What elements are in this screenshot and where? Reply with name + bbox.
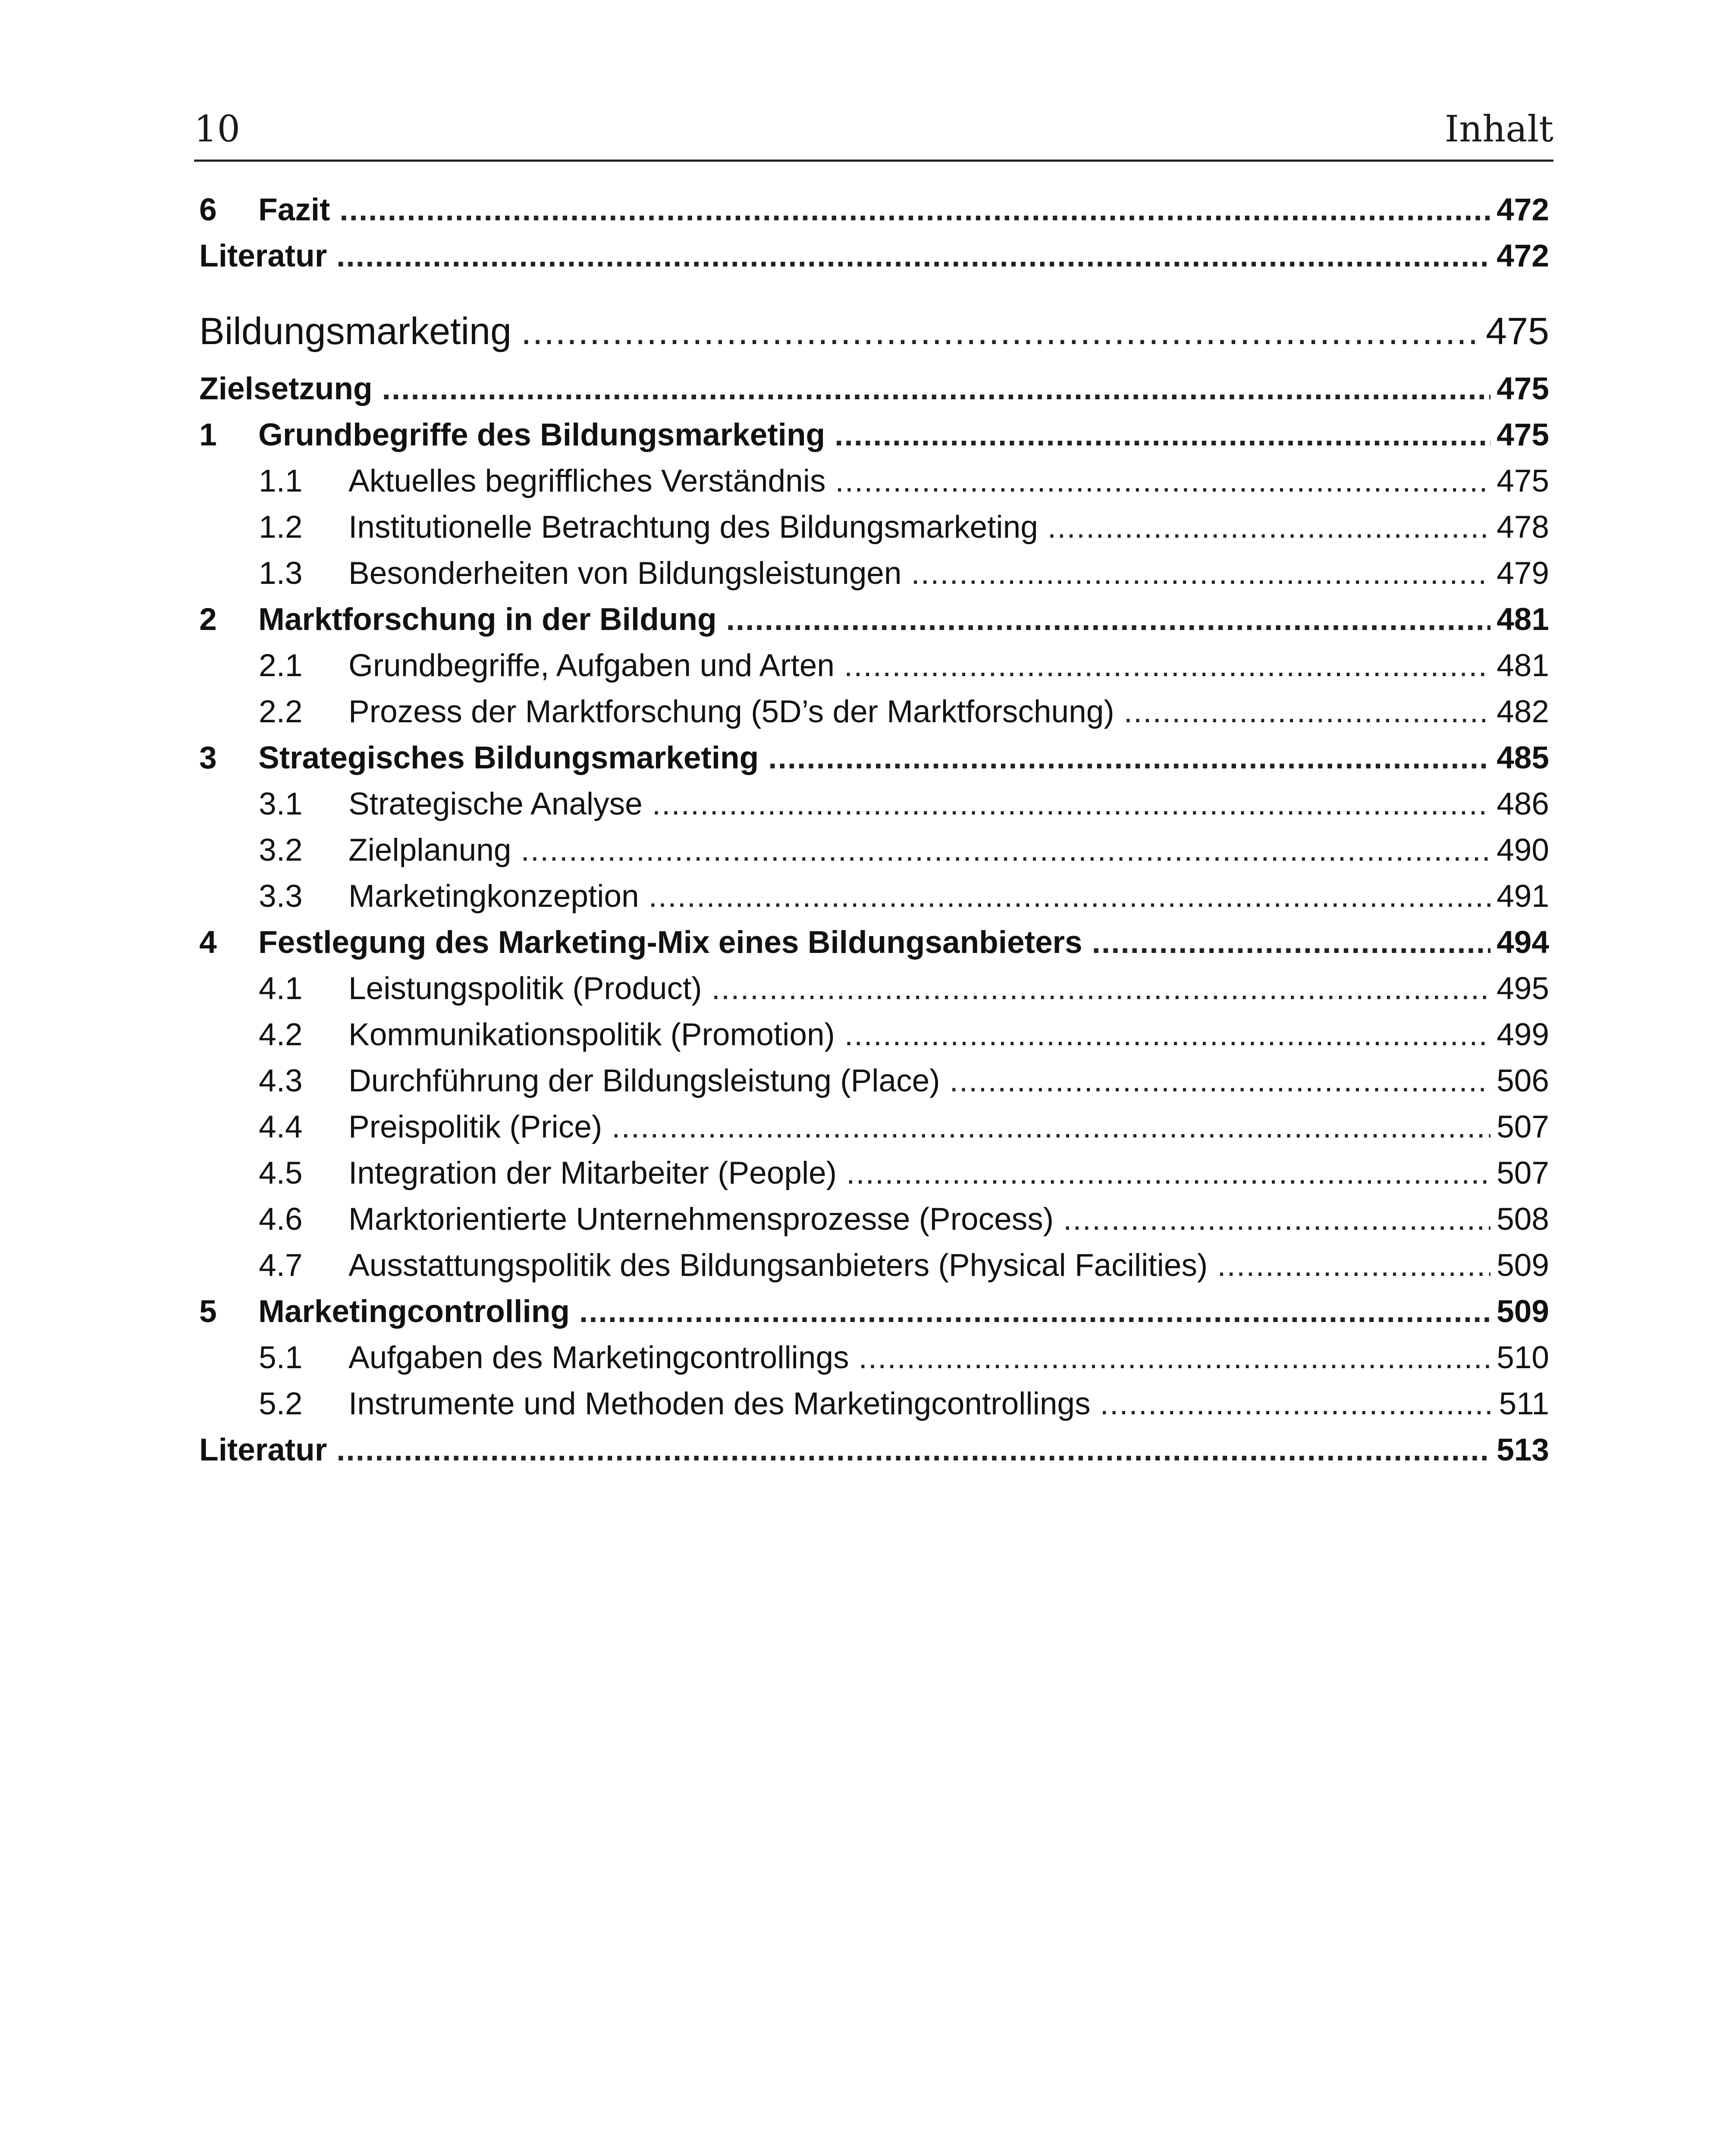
toc-entry-number: 5 — [199, 1294, 217, 1329]
running-section-title: Inhalt — [1444, 108, 1553, 150]
toc-entry-title: Integration der Mitarbeiter (People) — [348, 1156, 837, 1191]
toc-chapter-entry[interactable] — [199, 740, 1549, 786]
toc-entry-page: 509 — [1497, 1294, 1549, 1329]
toc-entry-title: Marketingkonzeption — [348, 879, 639, 914]
toc-entry-title: Grundbegriffe des Bildungsmarketing — [258, 417, 825, 452]
toc-entry-number: 1.1 — [259, 464, 303, 498]
toc-entry-title: Prozess der Marktforschung (5D’s der Marktforschung) — [348, 694, 1114, 729]
dot-leader — [1217, 1247, 1490, 1283]
toc-entry[interactable] — [199, 238, 1549, 284]
dot-leader — [911, 555, 1491, 591]
page-number: 10 — [194, 108, 240, 150]
toc-entry-page: 481 — [1497, 648, 1549, 683]
toc-entry-page: 513 — [1497, 1432, 1549, 1467]
toc-entry-number: 5.1 — [259, 1340, 303, 1375]
toc-entry-title: Marketingcontrolling — [258, 1294, 570, 1329]
toc-entry-page: 506 — [1497, 1063, 1549, 1098]
toc-entry-page: 475 — [1497, 464, 1549, 498]
toc-section-entry[interactable] — [199, 1155, 1549, 1201]
toc-entry-title: Marktforschung in der Bildung — [258, 602, 717, 637]
toc-entry-page: 509 — [1497, 1248, 1549, 1283]
toc-entry-page: 499 — [1497, 1017, 1549, 1052]
toc-entry-number: 1.2 — [259, 510, 303, 545]
dot-leader — [950, 1063, 1491, 1099]
toc-section-entry[interactable] — [199, 786, 1549, 832]
toc-chapter-entry[interactable] — [199, 192, 1549, 238]
toc-entry-title: Bildungsmarketing — [199, 310, 511, 352]
dot-leader — [712, 971, 1491, 1006]
toc-entry-page: 491 — [1497, 879, 1549, 914]
dot-leader — [1063, 1201, 1490, 1237]
dot-leader — [579, 1294, 1490, 1329]
toc-entry-number: 4.7 — [259, 1248, 303, 1283]
toc-section-entry[interactable] — [199, 1386, 1549, 1432]
dot-leader — [336, 238, 1490, 274]
toc-entry-number: 3 — [199, 740, 217, 775]
toc-entry-title: Strategische Analyse — [348, 787, 643, 821]
toc-entry-number: 6 — [199, 192, 217, 227]
toc-entry-page: 478 — [1497, 510, 1549, 545]
toc-entry-title: Institutionelle Betrachtung des Bildungsmarketing — [348, 510, 1038, 545]
toc-entry-page: 482 — [1497, 694, 1549, 729]
toc-entry-page: 494 — [1497, 925, 1549, 960]
toc-entry-title: Festlegung des Marketing-Mix eines Bildungsanbieters — [258, 925, 1082, 960]
toc-entry-title: Instrumente und Methoden des Marketingcontrollings — [348, 1386, 1091, 1421]
toc-section-entry[interactable] — [199, 1017, 1549, 1063]
toc-entry-page: 508 — [1497, 1202, 1549, 1237]
toc-entry-page: 475 — [1486, 310, 1549, 352]
toc-entry-page: 490 — [1497, 833, 1549, 868]
toc-entry-page: 507 — [1497, 1109, 1549, 1144]
toc-section-entry[interactable] — [199, 1247, 1549, 1294]
toc-entry-number: 5.2 — [259, 1386, 303, 1421]
toc-entry-page: 472 — [1497, 238, 1549, 273]
toc-entry-number: 4.4 — [259, 1109, 303, 1144]
dot-leader — [1092, 924, 1491, 960]
toc-entry-page: 485 — [1497, 740, 1549, 775]
toc-section-entry[interactable] — [199, 509, 1549, 555]
toc-entry-page: 479 — [1497, 556, 1549, 591]
dot-leader — [521, 832, 1490, 868]
toc-entry[interactable] — [199, 371, 1549, 417]
dot-leader — [835, 463, 1490, 499]
dot-leader — [846, 1155, 1490, 1191]
dot-leader — [859, 1340, 1491, 1376]
toc-entry-title: Leistungspolitik (Product) — [348, 971, 702, 1006]
toc-entry-number: 1.3 — [259, 556, 303, 591]
dot-leader — [339, 192, 1490, 228]
toc-entry-title: Aufgaben des Marketingcontrollings — [348, 1340, 849, 1375]
toc-entry-number: 3.1 — [259, 787, 303, 821]
dot-leader — [726, 602, 1491, 637]
toc-entry-title: Durchführung der Bildungsleistung (Place) — [348, 1063, 940, 1098]
toc-part-entry[interactable] — [199, 309, 1549, 367]
dot-leader — [835, 417, 1490, 453]
toc-entry-number: 4.5 — [259, 1156, 303, 1191]
toc-section-entry[interactable] — [199, 694, 1549, 740]
toc-chapter-entry[interactable] — [199, 602, 1549, 648]
header-rule — [194, 160, 1553, 162]
toc-entry-number: 4.6 — [259, 1202, 303, 1237]
toc-section-entry[interactable] — [199, 878, 1549, 924]
toc-section-entry[interactable] — [199, 971, 1549, 1017]
toc-entry-number: 4.3 — [259, 1063, 303, 1098]
toc-entry-number: 3.2 — [259, 833, 303, 868]
toc-entry-page: 507 — [1497, 1156, 1549, 1191]
toc-entry-title: Literatur — [199, 238, 327, 273]
toc-chapter-entry[interactable] — [199, 924, 1549, 971]
toc-chapter-entry[interactable] — [199, 417, 1549, 463]
toc-entry-title: Fazit — [258, 192, 330, 227]
dot-leader — [649, 878, 1491, 914]
dot-leader — [521, 309, 1480, 353]
toc-section-entry[interactable] — [199, 463, 1549, 509]
toc-section-entry[interactable] — [199, 1063, 1549, 1109]
toc-entry-title: Kommunikationspolitik (Promotion) — [348, 1017, 835, 1052]
toc-section-entry[interactable] — [199, 1340, 1549, 1386]
table-of-contents — [199, 192, 1549, 1478]
dot-leader — [336, 1432, 1490, 1468]
toc-entry-number: 2.2 — [259, 694, 303, 729]
toc-entry-number: 4 — [199, 925, 217, 960]
toc-entry-number: 2 — [199, 602, 217, 637]
toc-section-entry[interactable] — [199, 832, 1549, 878]
toc-entry-page: 475 — [1497, 371, 1549, 406]
toc-section-entry[interactable] — [199, 1201, 1549, 1247]
toc-entry-title: Besonderheiten von Bildungsleistungen — [348, 556, 902, 591]
dot-leader — [844, 648, 1490, 683]
toc-entry-title: Ausstattungspolitik des Bildungsanbieters (Physical Facilities) — [348, 1248, 1208, 1283]
toc-entry-page: 510 — [1497, 1340, 1549, 1375]
toc-entry-title: Grundbegriffe, Aufgaben und Arten — [348, 648, 835, 683]
toc-entry-page: 472 — [1497, 192, 1549, 227]
toc-entry-title: Zielplanung — [348, 833, 511, 868]
dot-leader — [1048, 509, 1490, 545]
dot-leader — [612, 1109, 1490, 1145]
toc-entry-number: 2.1 — [259, 648, 303, 683]
toc-entry-title: Aktuelles begriffliches Verständnis — [348, 464, 826, 498]
toc-entry-page: 511 — [1499, 1386, 1549, 1421]
toc-entry-title: Preispolitik (Price) — [348, 1109, 602, 1144]
toc-chapter-entry[interactable] — [199, 1294, 1549, 1340]
toc-section-entry[interactable] — [199, 1109, 1549, 1155]
dot-leader — [1100, 1386, 1493, 1422]
toc-entry-title: Strategisches Bildungsmarketing — [258, 740, 759, 775]
toc-entry[interactable] — [199, 1432, 1549, 1478]
toc-entry-page: 475 — [1497, 417, 1549, 452]
toc-entry-number: 4.2 — [259, 1017, 303, 1052]
toc-entry-number: 3.3 — [259, 879, 303, 914]
toc-entry-number: 1 — [199, 417, 217, 452]
toc-entry-title: Zielsetzung — [199, 371, 373, 406]
toc-entry-page: 495 — [1497, 971, 1549, 1006]
toc-entry-page: 481 — [1497, 602, 1549, 637]
toc-entry-number: 4.1 — [259, 971, 303, 1006]
dot-leader — [382, 371, 1491, 407]
dot-leader — [652, 786, 1490, 822]
toc-section-entry[interactable] — [199, 648, 1549, 694]
dot-leader — [1124, 694, 1491, 730]
toc-entry-title: Literatur — [199, 1432, 327, 1467]
dot-leader — [844, 1017, 1490, 1053]
toc-section-entry[interactable] — [199, 555, 1549, 602]
dot-leader — [768, 740, 1490, 776]
toc-entry-page: 486 — [1497, 787, 1549, 821]
toc-entry-title: Marktorientierte Unternehmensprozesse (Process) — [348, 1202, 1054, 1237]
running-header — [194, 99, 1553, 160]
